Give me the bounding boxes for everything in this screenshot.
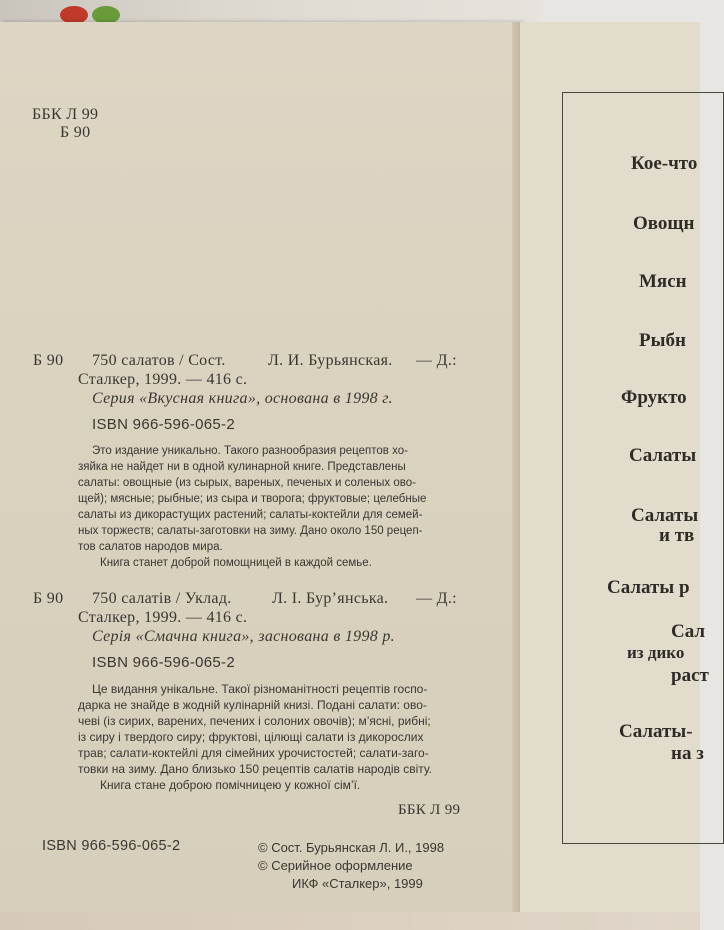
toc-item: Рыбн bbox=[639, 330, 686, 351]
russian-annotation-line: Книга станет доброй помощницей в каждой семье. bbox=[100, 557, 372, 569]
ukrainian-annotation-line: Це видання унікальне. Такої різноманітності рецептів госпо- bbox=[92, 682, 428, 696]
russian-annotation-line: щей); мясные; рыбные; из сыра и творога; фруктовые; целебные bbox=[78, 493, 427, 505]
ukrainian-entry-series: Серія «Смачна книга», заснована в 1998 р. bbox=[92, 628, 395, 645]
toc-item: раст bbox=[671, 665, 709, 686]
book-bottom-edge bbox=[0, 912, 700, 930]
toc-item: на з bbox=[671, 743, 704, 764]
russian-entry-series: Серия «Вкусная книга», основана в 1998 г. bbox=[92, 390, 393, 407]
ukrainian-entry-isbn: ISBN 966-596-065-2 bbox=[92, 654, 235, 671]
toc-item: Салаты bbox=[631, 505, 699, 526]
ukrainian-annotation-line: дарка не знайде в жодній кулінарній книзі. Подані салати: ово- bbox=[78, 698, 427, 712]
footer-bbk-code: ББК Л 99 bbox=[398, 802, 461, 818]
russian-entry-author: Л. И. Бурьянская. bbox=[268, 352, 393, 369]
russian-annotation-line: тов салатов народов мира. bbox=[78, 541, 223, 553]
ukrainian-entry-author: Л. І. Бур’янська. bbox=[272, 590, 389, 607]
toc-item: Салаты bbox=[629, 445, 697, 466]
copyright-series-design: © Серийное оформление bbox=[258, 858, 413, 873]
toc-frame bbox=[562, 92, 724, 844]
russian-entry-title: 750 салатов / Сост. bbox=[92, 352, 226, 369]
toc-item: и тв bbox=[659, 525, 695, 546]
russian-annotation-line: салаты: овощные (из сырых, вареных, печеных и соленых ово- bbox=[78, 477, 416, 489]
ukrainian-annotation-line: товки на зиму. Дано близько 150 рецептів салатів народів світу. bbox=[78, 762, 433, 776]
russian-annotation-line: ных торжеств; салаты-заготовки на зиму. Дано около 150 рецеп- bbox=[78, 525, 423, 537]
russian-entry-imprint: Сталкер, 1999. — 416 с. bbox=[78, 371, 248, 388]
copyright-publisher: ИКФ «Сталкер», 1999 bbox=[292, 876, 423, 891]
ukrainian-entry-title: 750 салатів / Уклад. bbox=[92, 590, 232, 607]
copyright-compiler: © Сост. Бурьянская Л. И., 1998 bbox=[258, 840, 445, 855]
ukrainian-annotation-line: трав; салати-коктейлі для сімейних урочистостей; салати-заго- bbox=[78, 746, 429, 760]
ukrainian-entry-imprint: Сталкер, 1999. — 416 с. bbox=[78, 609, 248, 626]
toc-item: Фрукто bbox=[621, 387, 687, 408]
toc-item: Салаты р bbox=[607, 577, 690, 598]
ukrainian-entry-code: Б 90 bbox=[33, 590, 64, 607]
toc-item: Салаты- bbox=[619, 721, 693, 742]
toc-item: Сал bbox=[671, 621, 706, 642]
header-b-code: Б 90 bbox=[60, 124, 91, 141]
russian-annotation-line: Это издание уникально. Такого разнообразия рецептов хо- bbox=[92, 445, 408, 457]
toc-item: Кое-что bbox=[631, 153, 698, 174]
footer-isbn: ISBN 966-596-065-2 bbox=[42, 838, 181, 854]
russian-annotation-line: салаты из дикорастущих растений; салаты-коктейли для семей- bbox=[78, 509, 423, 521]
russian-annotation-line: зяйка не найдет ни в одной кулинарной книге. Представлены bbox=[78, 461, 406, 473]
ukrainian-annotation-line: чеві (із сирих, варених, печених і солоних овочів); м’ясні, рибні; bbox=[78, 714, 431, 728]
russian-entry-isbn: ISBN 966-596-065-2 bbox=[92, 416, 235, 433]
russian-entry-publisher-prefix: — Д.: bbox=[416, 352, 457, 369]
russian-entry-code: Б 90 bbox=[33, 352, 64, 369]
header-bbk-code: ББК Л 99 bbox=[32, 106, 99, 123]
ukrainian-annotation-line: із сиру і твердого сиру; фруктові, цілющі салати із дикорослих bbox=[78, 730, 424, 744]
ukrainian-annotation-line: Книга стане доброю помічницею у кожної сім’ї. bbox=[100, 778, 361, 792]
toc-item: из дико bbox=[627, 643, 685, 662]
toc-item: Овощн bbox=[633, 213, 695, 234]
toc-item: Мясн bbox=[639, 271, 687, 292]
ukrainian-entry-publisher-prefix: — Д.: bbox=[416, 590, 457, 607]
